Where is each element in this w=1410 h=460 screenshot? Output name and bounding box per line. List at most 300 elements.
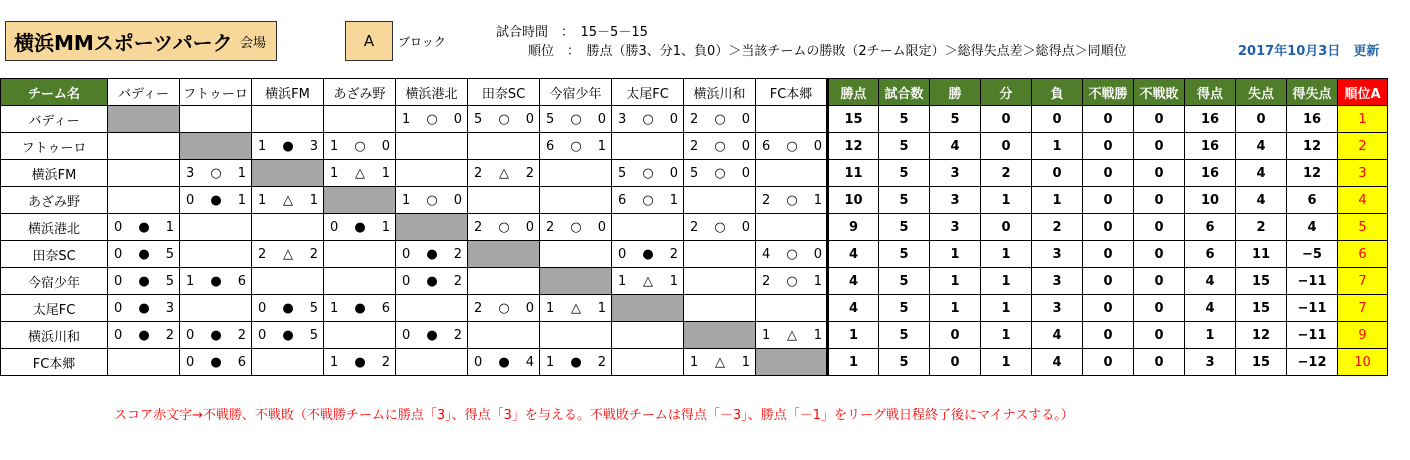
forfeit-wins-cell: 0: [1083, 106, 1134, 133]
match-result-cell: [756, 322, 828, 349]
losses-cell: 4: [1032, 349, 1083, 376]
result-symbol: △: [283, 246, 293, 262]
match-result-cell: [540, 241, 612, 268]
match-result-cell: [180, 214, 252, 241]
result-symbol: △: [499, 165, 509, 181]
match-result-cell: [612, 214, 684, 241]
goal-difference-cell: 12: [1287, 133, 1338, 160]
points-cell: 4: [828, 268, 879, 295]
match-result-cell: [468, 160, 540, 187]
column-header: 横浜FM: [252, 79, 324, 106]
match-result-cell: [468, 106, 540, 133]
column-header: FC本郷: [756, 79, 828, 106]
result-symbol: △: [787, 327, 797, 343]
goals-against-cell: 11: [1236, 241, 1287, 268]
goal-count: 2: [474, 165, 483, 181]
draws-cell: 1: [981, 268, 1032, 295]
column-header: あざみ野: [324, 79, 396, 106]
match-result-cell: [324, 241, 396, 268]
column-header: バディー: [108, 79, 180, 106]
match-result-cell: [108, 268, 180, 295]
goal-count: 1: [402, 192, 411, 208]
games-played-cell: 5: [879, 241, 930, 268]
match-result-cell: [324, 268, 396, 295]
goal-count: 0: [813, 246, 822, 262]
goal-count: 0: [186, 192, 195, 208]
match-result-cell: [468, 322, 540, 349]
goal-count: 4: [762, 246, 771, 262]
goal-count: 2: [762, 192, 771, 208]
forfeit-note: スコア赤文字→不戦勝、不戦敗（不戦勝チームに勝点「3」、得点「3」を与える。不戦敗チームは得点「－3」、勝点「－1」をリーグ戦日程終了後にマイナスする。）: [114, 408, 1074, 423]
goal-count: 1: [813, 273, 822, 289]
goal-count: 2: [453, 327, 462, 343]
match-result-cell: [108, 241, 180, 268]
match-result-cell: [756, 133, 828, 160]
table-row: [1, 214, 1388, 241]
result-symbol: ○: [786, 192, 798, 208]
match-result-cell: [252, 322, 324, 349]
goal-count: 1: [597, 138, 606, 154]
goal-count: 1: [330, 300, 339, 316]
table-row: [1, 322, 1388, 349]
goal-count: 1: [237, 192, 246, 208]
goal-count: 1: [330, 138, 339, 154]
match-result-cell: [468, 268, 540, 295]
match-result-cell: [468, 349, 540, 376]
match-result-cell: [540, 187, 612, 214]
table-row: [1, 187, 1388, 214]
self-match-cell: [684, 322, 756, 349]
match-result-cell: [612, 241, 684, 268]
draws-cell: 1: [981, 349, 1032, 376]
match-result-cell: [468, 295, 540, 322]
goals-for-cell: 16: [1185, 133, 1236, 160]
result-symbol: ○: [786, 273, 798, 289]
table-row: [1, 268, 1388, 295]
goal-count: 0: [813, 138, 822, 154]
match-result-cell: [756, 160, 828, 187]
goal-count: 2: [690, 138, 699, 154]
match-result-cell: [612, 349, 684, 376]
losses-cell: 3: [1032, 268, 1083, 295]
draws-cell: 0: [981, 214, 1032, 241]
goal-count: 1: [258, 138, 267, 154]
rank-cell: 4: [1338, 187, 1388, 214]
draws-cell: 1: [981, 241, 1032, 268]
forfeit-wins-cell: 0: [1083, 268, 1134, 295]
self-match-cell: [324, 187, 396, 214]
points-cell: 1: [828, 349, 879, 376]
losses-cell: 3: [1032, 241, 1083, 268]
result-symbol: ○: [714, 138, 726, 154]
goal-difference-cell: 4: [1287, 214, 1338, 241]
goal-count: 3: [165, 300, 174, 316]
wins-cell: 0: [930, 349, 981, 376]
goal-count: 1: [237, 165, 246, 181]
losses-cell: 4: [1032, 322, 1083, 349]
result-symbol: △: [571, 300, 581, 316]
result-symbol: ○: [714, 111, 726, 127]
result-symbol: ●: [138, 300, 150, 316]
goal-difference-cell: −5: [1287, 241, 1338, 268]
result-symbol: ●: [210, 327, 222, 343]
forfeit-losses-cell: 0: [1134, 187, 1185, 214]
result-symbol: ●: [138, 273, 150, 289]
goals-for-cell: 4: [1185, 295, 1236, 322]
match-result-cell: [756, 241, 828, 268]
team-name-cell: 今宿少年: [1, 268, 108, 295]
goal-count: 5: [474, 111, 483, 127]
games-played-cell: 5: [879, 295, 930, 322]
forfeit-losses-cell: 0: [1134, 133, 1185, 160]
goal-difference-cell: −11: [1287, 322, 1338, 349]
goal-count: 1: [690, 354, 699, 370]
goals-for-cell: 6: [1185, 214, 1236, 241]
goal-count: 1: [186, 273, 195, 289]
goals-for-cell: 4: [1185, 268, 1236, 295]
goals-for-cell: 16: [1185, 160, 1236, 187]
goal-count: 2: [381, 354, 390, 370]
match-result-cell: [252, 241, 324, 268]
goal-count: 6: [546, 138, 555, 154]
match-result-cell: [180, 106, 252, 133]
games-played-cell: 5: [879, 187, 930, 214]
wins-cell: 3: [930, 160, 981, 187]
result-symbol: ○: [498, 219, 510, 235]
result-symbol: ●: [138, 219, 150, 235]
forfeit-losses-cell: 0: [1134, 268, 1185, 295]
match-result-cell: [540, 160, 612, 187]
match-result-cell: [756, 214, 828, 241]
goal-count: 0: [114, 273, 123, 289]
goal-count: 5: [618, 165, 627, 181]
goal-count: 5: [165, 246, 174, 262]
rank-cell: 3: [1338, 160, 1388, 187]
self-match-cell: [612, 295, 684, 322]
losses-cell: 1: [1032, 187, 1083, 214]
goal-difference-cell: −11: [1287, 295, 1338, 322]
goal-count: 0: [402, 273, 411, 289]
rank-cell: 10: [1338, 349, 1388, 376]
forfeit-wins-cell: 0: [1083, 160, 1134, 187]
match-result-cell: [108, 214, 180, 241]
goal-count: 0: [741, 219, 750, 235]
goal-count: 4: [525, 354, 534, 370]
games-played-cell: 5: [879, 322, 930, 349]
result-symbol: ○: [786, 246, 798, 262]
self-match-cell: [756, 349, 828, 376]
column-header: チーム名: [1, 79, 108, 106]
match-result-cell: [468, 214, 540, 241]
goal-count: 3: [618, 111, 627, 127]
goal-count: 0: [618, 246, 627, 262]
goals-against-cell: 2: [1236, 214, 1287, 241]
match-result-cell: [252, 268, 324, 295]
goal-count: 0: [114, 300, 123, 316]
match-result-cell: [684, 187, 756, 214]
goal-count: 1: [669, 192, 678, 208]
match-result-cell: [684, 133, 756, 160]
match-result-cell: [756, 187, 828, 214]
wins-cell: 3: [930, 187, 981, 214]
forfeit-wins-cell: 0: [1083, 295, 1134, 322]
team-name-cell: 横浜FM: [1, 160, 108, 187]
goal-count: 1: [309, 192, 318, 208]
goal-count: 2: [474, 219, 483, 235]
goal-count: 0: [453, 111, 462, 127]
match-result-cell: [684, 295, 756, 322]
match-result-cell: [396, 349, 468, 376]
result-symbol: ●: [138, 327, 150, 343]
match-result-cell: [180, 322, 252, 349]
result-symbol: ○: [498, 111, 510, 127]
match-result-cell: [108, 160, 180, 187]
goal-count: 2: [546, 219, 555, 235]
match-result-cell: [108, 322, 180, 349]
goal-count: 0: [402, 327, 411, 343]
forfeit-losses-cell: 0: [1134, 241, 1185, 268]
goal-difference-cell: 16: [1287, 106, 1338, 133]
points-cell: 4: [828, 295, 879, 322]
goal-count: 0: [474, 354, 483, 370]
match-result-cell: [684, 349, 756, 376]
column-header: 負: [1032, 79, 1083, 106]
result-symbol: △: [283, 192, 293, 208]
goal-count: 2: [690, 111, 699, 127]
column-header: 得失点: [1287, 79, 1338, 106]
goal-count: 1: [618, 273, 627, 289]
block-label: ブロック: [398, 35, 446, 49]
goal-count: 1: [330, 165, 339, 181]
match-result-cell: [612, 322, 684, 349]
goal-count: 2: [525, 165, 534, 181]
match-result-cell: [612, 187, 684, 214]
goals-against-cell: 4: [1236, 160, 1287, 187]
goal-count: 5: [546, 111, 555, 127]
column-header: 横浜港北: [396, 79, 468, 106]
match-result-cell: [108, 187, 180, 214]
column-header: 田奈SC: [468, 79, 540, 106]
goal-count: 0: [741, 138, 750, 154]
result-symbol: ○: [642, 165, 654, 181]
goal-count: 1: [546, 300, 555, 316]
self-match-cell: [180, 133, 252, 160]
match-result-cell: [252, 214, 324, 241]
goal-count: 2: [258, 246, 267, 262]
team-name-cell: あざみ野: [1, 187, 108, 214]
goal-count: 1: [546, 354, 555, 370]
goal-count: 1: [402, 111, 411, 127]
goal-count: 1: [669, 273, 678, 289]
goal-count: 3: [186, 165, 195, 181]
result-symbol: ○: [642, 192, 654, 208]
header-row: [1, 79, 1388, 106]
goal-count: 5: [690, 165, 699, 181]
goal-count: 2: [453, 273, 462, 289]
goal-count: 0: [741, 165, 750, 181]
goal-count: 5: [309, 327, 318, 343]
goals-for-cell: 6: [1185, 241, 1236, 268]
match-result-cell: [684, 214, 756, 241]
goals-against-cell: 4: [1236, 133, 1287, 160]
table-row: [1, 295, 1388, 322]
result-symbol: ○: [498, 300, 510, 316]
goal-count: 0: [741, 111, 750, 127]
goal-count: 2: [474, 300, 483, 316]
wins-cell: 5: [930, 106, 981, 133]
match-result-cell: [540, 322, 612, 349]
result-symbol: ○: [426, 111, 438, 127]
goals-against-cell: 12: [1236, 322, 1287, 349]
goal-count: 2: [165, 327, 174, 343]
goal-count: 2: [237, 327, 246, 343]
self-match-cell: [252, 160, 324, 187]
forfeit-losses-cell: 0: [1134, 160, 1185, 187]
match-result-cell: [396, 295, 468, 322]
result-symbol: ○: [714, 219, 726, 235]
wins-cell: 1: [930, 241, 981, 268]
goal-count: 5: [165, 273, 174, 289]
match-result-cell: [468, 187, 540, 214]
goal-count: 0: [597, 219, 606, 235]
match-result-cell: [180, 187, 252, 214]
match-result-cell: [252, 295, 324, 322]
rank-cell: 2: [1338, 133, 1388, 160]
team-name-cell: FC本郷: [1, 349, 108, 376]
games-played-cell: 5: [879, 214, 930, 241]
block-badge: A: [345, 21, 393, 61]
losses-cell: 1: [1032, 133, 1083, 160]
goals-against-cell: 15: [1236, 268, 1287, 295]
goal-count: 2: [453, 246, 462, 262]
goal-count: 0: [669, 111, 678, 127]
forfeit-wins-cell: 0: [1083, 322, 1134, 349]
goal-count: 6: [237, 354, 246, 370]
goal-difference-cell: −12: [1287, 349, 1338, 376]
result-symbol: ●: [210, 273, 222, 289]
goal-count: 0: [330, 219, 339, 235]
match-result-cell: [396, 268, 468, 295]
forfeit-losses-cell: 0: [1134, 214, 1185, 241]
forfeit-wins-cell: 0: [1083, 187, 1134, 214]
match-result-cell: [540, 133, 612, 160]
goal-count: 2: [669, 246, 678, 262]
goal-count: 1: [813, 192, 822, 208]
result-symbol: ●: [426, 327, 438, 343]
wins-cell: 0: [930, 322, 981, 349]
column-header: 分: [981, 79, 1032, 106]
goal-count: 1: [597, 300, 606, 316]
games-played-cell: 5: [879, 349, 930, 376]
table-row: [1, 133, 1388, 160]
forfeit-wins-cell: 0: [1083, 349, 1134, 376]
result-symbol: ○: [714, 165, 726, 181]
goal-count: 5: [309, 300, 318, 316]
goal-count: 0: [597, 111, 606, 127]
match-result-cell: [252, 106, 324, 133]
forfeit-losses-cell: 0: [1134, 349, 1185, 376]
match-result-cell: [180, 349, 252, 376]
result-symbol: ●: [138, 246, 150, 262]
column-header: 順位A: [1338, 79, 1388, 106]
goals-against-cell: 15: [1236, 295, 1287, 322]
games-played-cell: 5: [879, 160, 930, 187]
goal-count: 1: [165, 219, 174, 235]
points-cell: 12: [828, 133, 879, 160]
forfeit-wins-cell: 0: [1083, 133, 1134, 160]
goal-count: 0: [186, 327, 195, 343]
points-cell: 15: [828, 106, 879, 133]
goal-count: 0: [402, 246, 411, 262]
goal-count: 2: [762, 273, 771, 289]
games-played-cell: 5: [879, 133, 930, 160]
match-result-cell: [684, 106, 756, 133]
goal-count: 6: [618, 192, 627, 208]
rank-cell: 6: [1338, 241, 1388, 268]
forfeit-wins-cell: 0: [1083, 241, 1134, 268]
match-result-cell: [324, 322, 396, 349]
wins-cell: 3: [930, 214, 981, 241]
match-result-cell: [180, 160, 252, 187]
goal-count: 0: [453, 192, 462, 208]
goal-count: 0: [114, 327, 123, 343]
match-result-cell: [324, 160, 396, 187]
goal-count: 0: [258, 300, 267, 316]
match-result-cell: [612, 160, 684, 187]
goal-count: 0: [381, 138, 390, 154]
match-result-cell: [252, 187, 324, 214]
draws-cell: 1: [981, 187, 1032, 214]
match-result-cell: [684, 160, 756, 187]
losses-cell: 0: [1032, 106, 1083, 133]
result-symbol: ●: [282, 327, 294, 343]
result-symbol: ●: [282, 300, 294, 316]
column-header: 今宿少年: [540, 79, 612, 106]
match-result-cell: [612, 133, 684, 160]
match-result-cell: [468, 133, 540, 160]
goal-count: 0: [525, 111, 534, 127]
match-result-cell: [324, 133, 396, 160]
draws-cell: 0: [981, 106, 1032, 133]
match-result-cell: [108, 295, 180, 322]
team-name-cell: バディー: [1, 106, 108, 133]
ranking-rule: 順位 ： 勝点（勝3、分1、負0）＞当該チームの勝敗（2チーム限定）＞総得失点差＞総得点＞同順位: [528, 44, 1127, 59]
rank-cell: 9: [1338, 322, 1388, 349]
column-header: 失点: [1236, 79, 1287, 106]
match-result-cell: [324, 295, 396, 322]
match-result-cell: [540, 214, 612, 241]
result-symbol: ●: [426, 246, 438, 262]
wins-cell: 1: [930, 268, 981, 295]
table-row: [1, 160, 1388, 187]
league-table: [0, 78, 1388, 376]
result-symbol: ●: [426, 273, 438, 289]
result-symbol: △: [643, 273, 653, 289]
goal-count: 2: [309, 246, 318, 262]
games-played-cell: 5: [879, 268, 930, 295]
forfeit-losses-cell: 0: [1134, 295, 1185, 322]
match-result-cell: [684, 268, 756, 295]
goal-count: 6: [237, 273, 246, 289]
match-result-cell: [396, 187, 468, 214]
goals-for-cell: 1: [1185, 322, 1236, 349]
self-match-cell: [396, 214, 468, 241]
result-symbol: ○: [570, 111, 582, 127]
match-result-cell: [252, 349, 324, 376]
venue-label: 会場: [239, 35, 266, 51]
goal-difference-cell: 12: [1287, 160, 1338, 187]
venue-title: 横浜MMスポーツパーク: [14, 30, 233, 55]
